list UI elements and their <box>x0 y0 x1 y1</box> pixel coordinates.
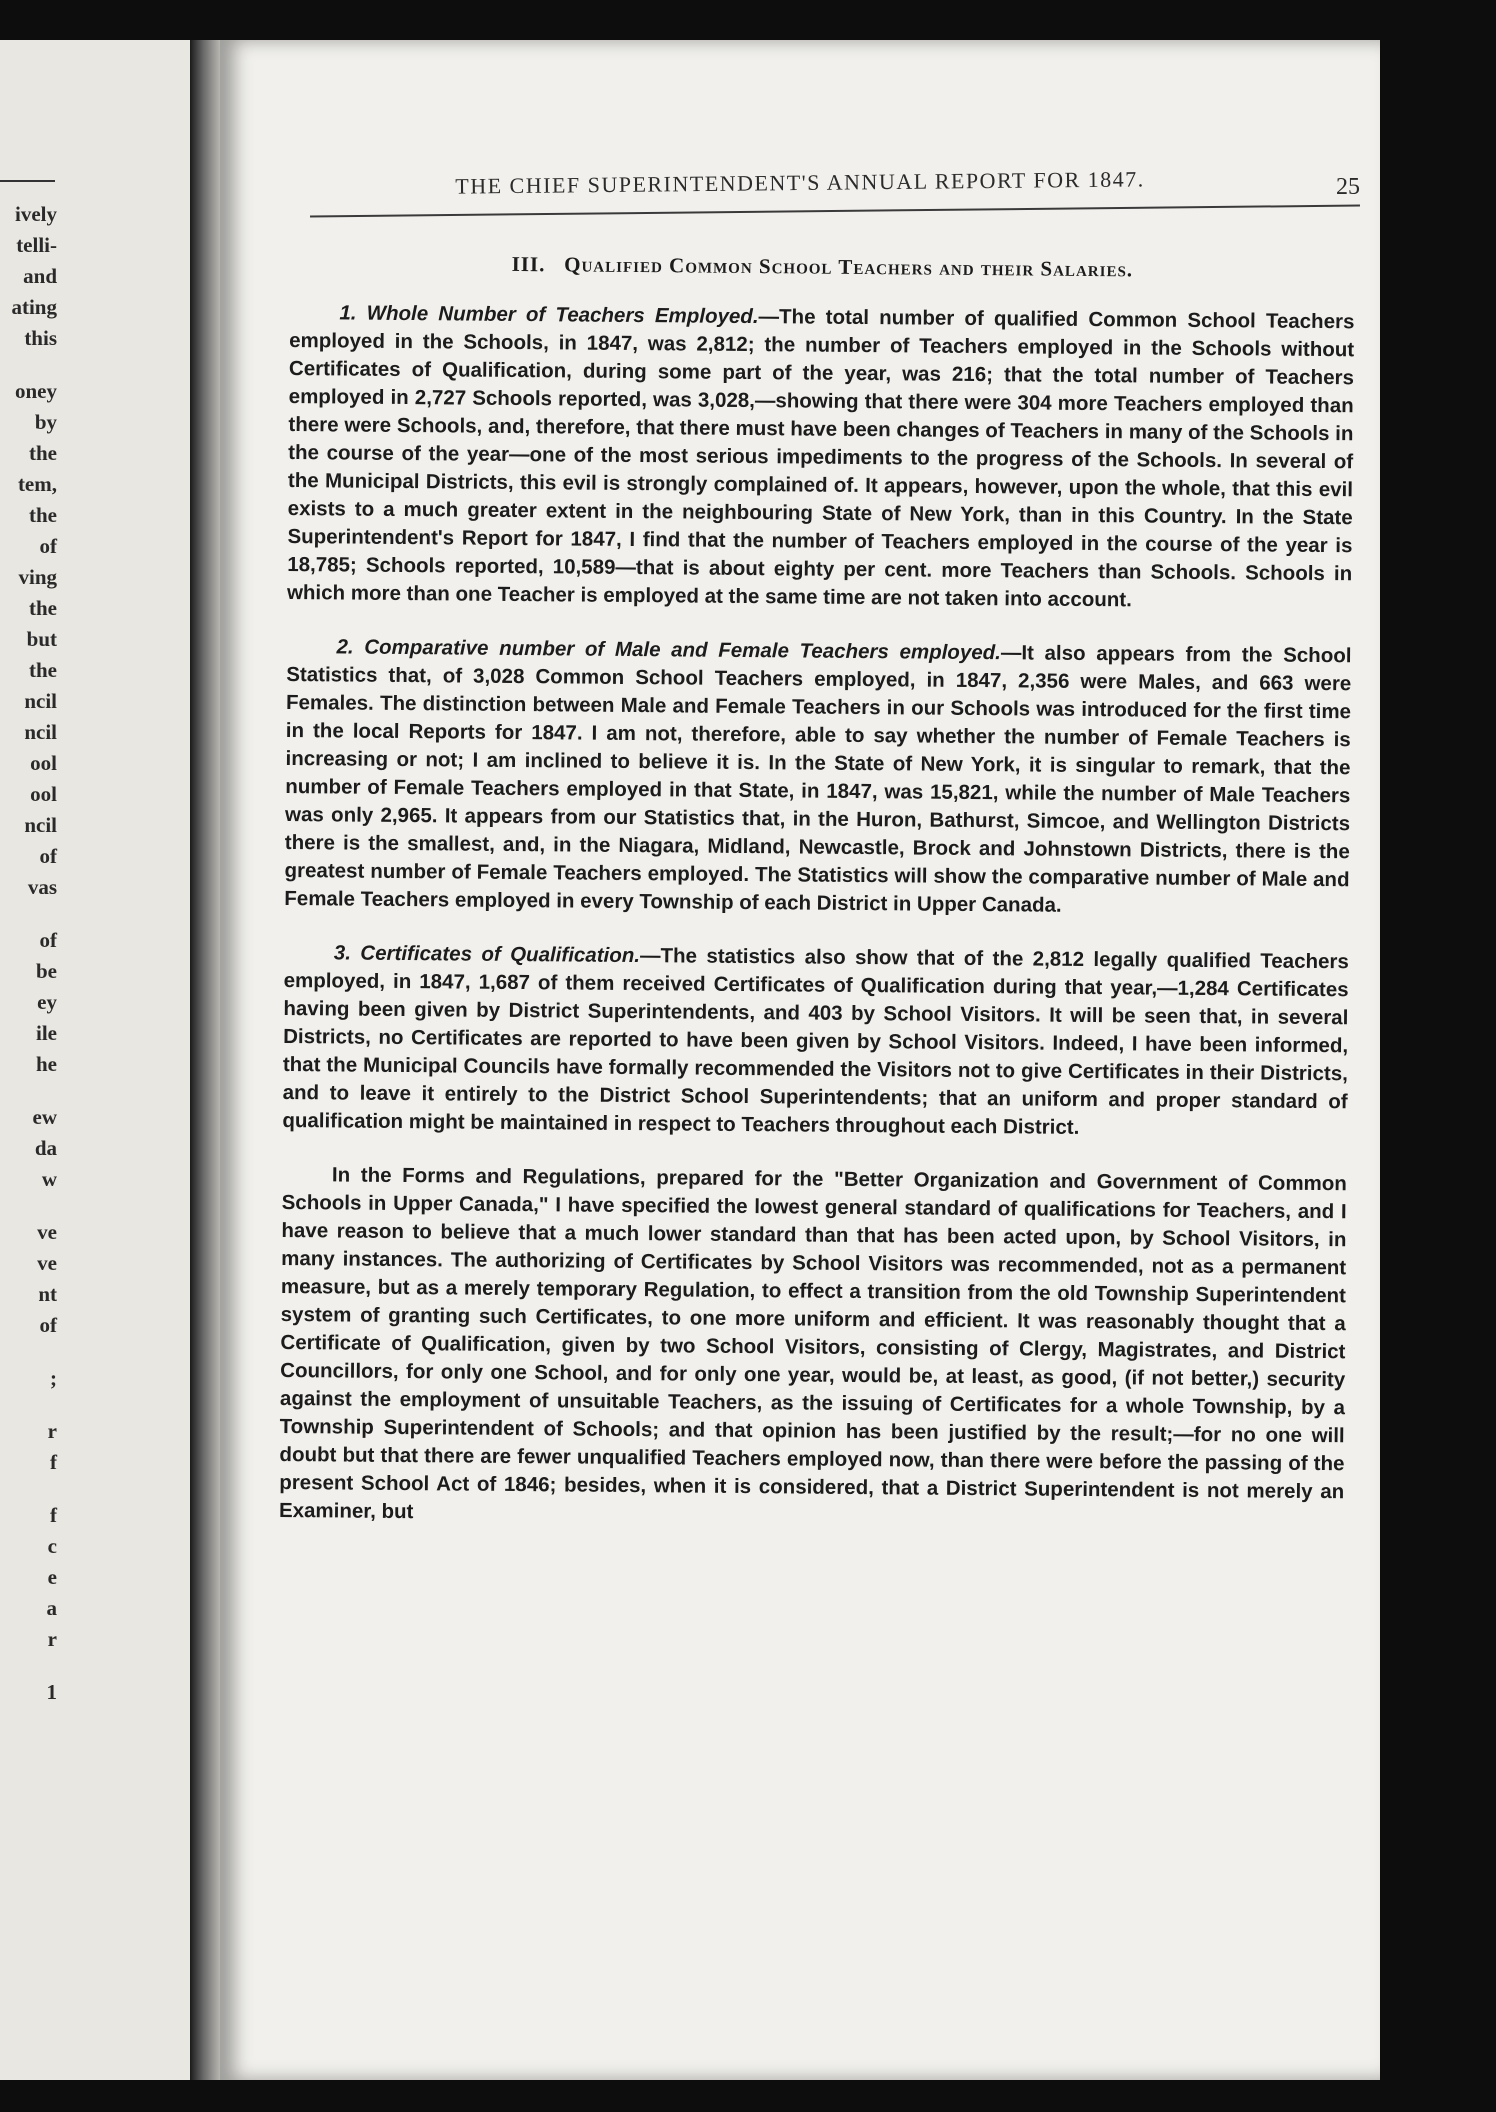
section-heading <box>290 250 1355 284</box>
facing-page-fragment: ncil <box>24 720 57 744</box>
facing-page-fragment: da <box>34 1136 57 1160</box>
facing-page-fragment: r <box>47 1419 57 1443</box>
facing-page-fragment: ving <box>18 565 57 589</box>
paragraph-lead: 2. Comparative number of Male and Female Teachers employed. <box>336 635 1002 665</box>
facing-page-fragment: of <box>39 534 57 558</box>
facing-page-fragment: f <box>50 1503 57 1527</box>
paragraph-whole-number <box>287 299 1355 616</box>
facing-page-fragment: ve <box>37 1220 57 1244</box>
paragraph-certificates <box>282 939 1349 1144</box>
facing-page-fragment: of <box>39 928 57 952</box>
facing-page-fragment: 1 <box>46 1680 57 1704</box>
facing-page-fragment: tem, <box>17 472 57 496</box>
facing-page-fragment: w <box>41 1167 57 1191</box>
facing-page-fragment: ating <box>11 295 57 319</box>
facing-page-fragment: c <box>47 1534 57 1558</box>
facing-page-fragment: r <box>47 1627 57 1651</box>
paragraph-forms-regulations <box>279 1161 1347 1534</box>
facing-page-fragment: ncil <box>24 813 57 837</box>
facing-page-fragment: f <box>50 1450 57 1474</box>
facing-page-fragment: of <box>39 844 57 868</box>
facing-page-fragment: the <box>29 658 57 682</box>
facing-page-fragment: ve <box>37 1251 57 1275</box>
facing-page-fragment: ively <box>15 202 57 226</box>
header-rule <box>310 205 1360 218</box>
page-number: 25 <box>1336 174 1360 200</box>
facing-page-fragment: a <box>46 1596 57 1620</box>
book-page <box>220 40 1380 2080</box>
paragraph-text: In the Forms and Regulations, prepared for the "Better Organization and Government of Common Schools in Upper Canada," I have specified the lowest general standard of qualifications for Teachers, and I have reason to believe that a much lower standard than that has been acted upon, by School Visitors, in many instances. The authorizing of Certificates by School Visitors was recommended, not as a permanent measure, but as a merely temporary Regulation, to effect a transition from the old Township Superintendent system of granting such Certificates, to one more uniform and efficient. It was reasonably thought that a Certificate of Qualification, given by two School Visitors, consisting of Clergy, Magistrates, and District Councillors, for only one School, and for only one year, would be, at least, as good, (if not better,) security against the employment of unsuitable Teachers, as the issuing of Certificates for a whole Township, by a Township Superintendent of Schools; and that opinion has been justified by the result;—for no one will doubt but that there are fewer unqualified Teachers employed now, than there were before the passing of the present School Act of 1846; besides, when it is considered, that a District Superintendent is not merely an Examiner, but <box>278 1163 1347 1524</box>
facing-page-fragment: oney <box>15 379 57 403</box>
facing-page-fragment: this <box>24 326 57 350</box>
facing-page-fragment: by <box>34 410 57 434</box>
facing-page-fragment: ncil <box>24 689 57 713</box>
facing-page-fragment: be <box>36 959 57 983</box>
paragraph-text: —It also appears from the School Statistics that, of 3,028 Common School Teachers employed, in 1847, 2,356 were Males, and 663 were Females. The distinction between Male and Female Teachers in our Schools was introduced for the first time in the local Reports for 1847. I am not, therefore, able to say whether the number of Female Teachers is increasing or not; I am inclined to believe it is. In the State of New York, it is singular to remark, that the number of Female Teachers employed in that State, in 1847, was 15,821, while the number of Male Teachers was only 2,965. It appears from our Statistics that, in the Huron, Bathurst, Simcoe, and Wellington Districts there is the smallest, and, in the Niagara, Midland, Newcastle, Brock and Johnstown Districts, there is the greatest number of Female Teachers employed. The Statistics will show the comparative number of Male and Female Teachers employed in every Township of each District in Upper Canada. <box>284 641 1352 917</box>
section-title: Qualified Common School Teachers and their Salaries. <box>564 252 1134 282</box>
facing-page <box>0 40 190 2080</box>
facing-page-fragment: ew <box>32 1105 57 1129</box>
facing-page-fragment: he <box>36 1052 57 1076</box>
facing-page-rule <box>0 180 55 182</box>
facing-page-fragment: ool <box>30 782 57 806</box>
facing-page-fragment: of <box>39 1313 57 1337</box>
page-header <box>310 166 1360 220</box>
facing-page-fragment: ool <box>30 751 57 775</box>
facing-page-fragment: nt <box>38 1282 57 1306</box>
paragraph-lead: 3. Certificates of Qualification. <box>333 941 641 968</box>
facing-page-fragment: vas <box>27 875 57 899</box>
section-numeral: III. <box>511 251 546 277</box>
book-gutter <box>190 40 220 2080</box>
paragraph-text: —The total number of qualified Common School Teachers employed in the Schools, in 1847, was 2,812; the number of Teachers employed in the Schools without Certificates of Qualification, during some part of the year, was 216; that the total number of Teachers employed in 2,727 Schools reported, was 3,028,—showing that there were 304 more Teachers employed than there were Schools, and, therefore, that there must have been changes of Teachers in many of the Schools in the course of the year—one of the most serious impediments to the progress of the Schools. In several of the Municipal Districts, this evil is strongly complained of. It appears, however, upon the whole, that this evil exists to a much greater extent in the neighbouring State of New York, than in this Country. In the State Superintendent's Report for 1847, I find that the number of Teachers employed in the course of the year is 18,785; Schools reported, 10,589—that is about eighty per cent. more Teachers than Schools. Schools in which more than one Teacher is employed at the same time are not taken into account. <box>286 305 1355 612</box>
facing-page-fragment: the <box>29 503 57 527</box>
facing-page-fragment: the <box>29 441 57 465</box>
facing-page-fragment: e <box>47 1565 57 1589</box>
paragraph-text: —The statistics also show that of the 2,812 legally qualified Teachers employed, in 1847, 1,687 of them received Certificates of Qualification during that year,—1,284 Certificates having been given by District Superintendents, and 403 by School Visitors. It will be seen that, in several Districts, no Certificates are reported to have been given by School Visitors. Indeed, I have been informed, that the Municipal Councils have formally recommended the Visitors not to give Certificates in their Districts, and to leave it entirely to the District School Superintendents; that an uniform and proper standard of qualification might be maintained in respect to Teachers throughout each District. <box>282 944 1349 1139</box>
facing-page-fragment: the <box>29 596 57 620</box>
page-body <box>279 250 1355 1560</box>
paragraph-male-female <box>284 633 1351 922</box>
facing-page-fragment: ; <box>50 1366 57 1390</box>
facing-page-fragment: telli- <box>16 233 57 257</box>
running-title: THE CHIEF SUPERINTENDENT'S ANNUAL REPORT FOR 1847. <box>455 166 1145 199</box>
facing-page-fragment: ile <box>36 1021 57 1045</box>
facing-page-fragment: but <box>26 627 57 651</box>
paragraph-lead: 1. Whole Number of Teachers Employed. <box>339 301 759 329</box>
facing-page-fragment: and <box>23 264 57 288</box>
facing-page-fragment: ey <box>37 990 57 1014</box>
